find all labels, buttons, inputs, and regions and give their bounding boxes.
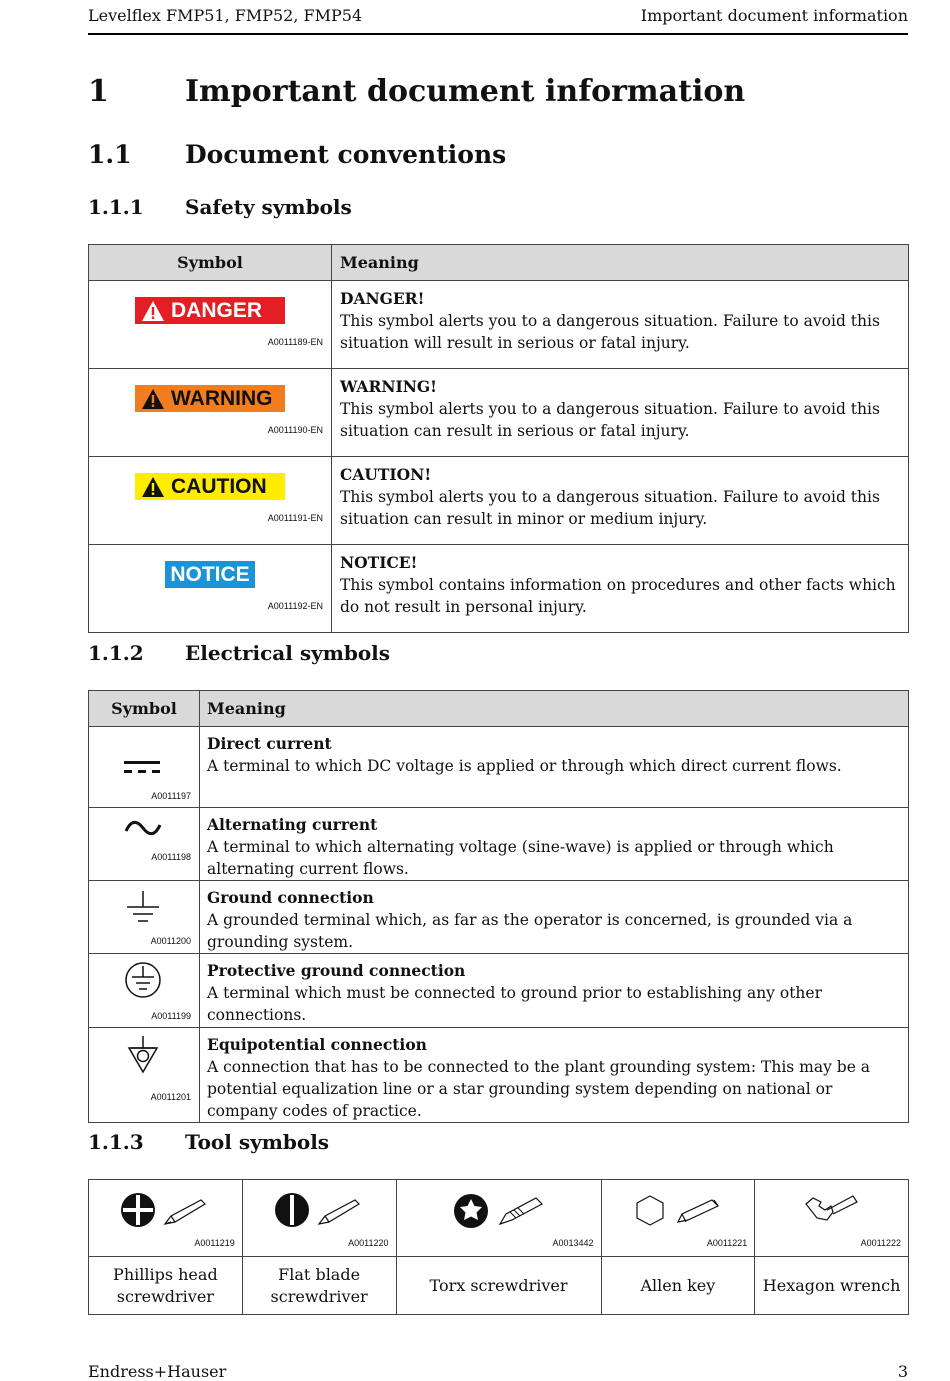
tool-symbols-table (88, 1179, 909, 1315)
figure-code: A0011200 (150, 936, 191, 946)
section-number: 1.1 (88, 140, 132, 169)
warning-triangle-icon (141, 388, 165, 410)
caution-badge (135, 473, 285, 500)
tool-label: Hexagon wrench (755, 1257, 909, 1315)
table-row (89, 954, 909, 1028)
direct-current-icon (123, 759, 163, 777)
figure-code: A0011221 (706, 1238, 748, 1248)
flat-blade-screwdriver-icon (273, 1192, 363, 1232)
alternating-current-icon (123, 818, 163, 838)
figure-code: A0011219 (194, 1238, 235, 1248)
electrical-heading-number: 1.1.2 (88, 641, 144, 665)
safety-heading (88, 195, 352, 219)
symbol-title: Alternating current (207, 815, 378, 834)
signal-description: This symbol alerts you to a dangerous situation. Failure to avoid this situation will result in serious or fatal injury. (340, 312, 880, 352)
section-title: Document conventions (185, 140, 507, 169)
figure-code: A0011190-EN (267, 425, 323, 435)
table-row (89, 281, 909, 369)
table-row (89, 457, 909, 545)
symbol-title: Equipotential connection (207, 1035, 427, 1054)
equipotential-icon (123, 1034, 163, 1074)
chapter-heading (88, 74, 745, 109)
col-header-meaning: Meaning (332, 245, 909, 281)
figure-code: A0011197 (151, 791, 191, 801)
page-number: 3 (897, 1362, 908, 1381)
safety-heading-title: Safety symbols (185, 195, 352, 219)
signal-word: DANGER! (340, 289, 425, 308)
figure-code: A0011189-EN (267, 337, 323, 347)
danger-badge (135, 297, 285, 324)
protective-ground-icon (123, 960, 163, 1000)
header-rule (88, 33, 908, 35)
symbol-title: Ground connection (207, 888, 374, 907)
badge-label: CAUTION (171, 474, 267, 498)
figure-code: A0011199 (151, 1011, 191, 1021)
electrical-heading-title: Electrical symbols (185, 641, 391, 665)
col-header-symbol: Symbol (89, 691, 200, 727)
figure-code: A0011198 (151, 852, 191, 862)
notice-badge (165, 561, 255, 588)
header-product: Levelflex FMP51, FMP52, FMP54 (88, 6, 363, 25)
tools-heading-number: 1.1.3 (88, 1130, 144, 1154)
section-heading (88, 140, 506, 169)
col-header-meaning: Meaning (200, 691, 909, 727)
chapter-number: 1 (88, 74, 109, 109)
signal-description: This symbol alerts you to a dangerous situation. Failure to avoid this situation can result in minor or medium injury. (340, 488, 880, 528)
warning-triangle-icon (141, 300, 165, 322)
table-row (89, 1028, 909, 1123)
safety-symbols-table (88, 244, 909, 633)
table-row (89, 1180, 909, 1257)
electrical-heading (88, 641, 390, 665)
symbol-description: A terminal to which DC voltage is applied or through which direct current flows. (207, 757, 842, 775)
badge-label: NOTICE (170, 562, 250, 586)
phillips-screwdriver-icon (119, 1192, 209, 1232)
electrical-symbols-table (88, 690, 909, 1123)
footer-brand: Endress+Hauser (88, 1362, 227, 1381)
table-row (89, 1257, 909, 1315)
tool-label: Torx screwdriver (396, 1257, 601, 1315)
tool-label: Flat blade screwdriver (242, 1257, 396, 1315)
figure-code: A0011201 (150, 1092, 191, 1102)
symbol-title: Direct current (207, 734, 332, 753)
figure-code: A0011191-EN (267, 513, 323, 523)
figure-code: A0011220 (348, 1238, 389, 1248)
signal-word: WARNING! (340, 377, 437, 396)
signal-description: This symbol alerts you to a dangerous situation. Failure to avoid this situation can result in serious or fatal injury. (340, 400, 880, 440)
table-row (89, 727, 909, 808)
symbol-description: A connection that has to be connected to the plant grounding system: This may be a potential equalization line or a star grounding system depending on national or company codes of practice. (207, 1058, 871, 1120)
tools-heading (88, 1130, 329, 1154)
figure-code: A0013442 (552, 1238, 594, 1248)
ground-icon (123, 889, 163, 929)
tool-label: Phillips head screwdriver (89, 1257, 243, 1315)
figure-code: A0011192-EN (267, 601, 323, 611)
col-header-symbol: Symbol (89, 245, 332, 281)
badge-label: DANGER (171, 298, 263, 322)
signal-description: This symbol contains information on procedures and other facts which do not result in personal injury. (340, 576, 896, 616)
header-section: Important document information (640, 6, 908, 25)
badge-label: WARNING (171, 386, 273, 410)
symbol-description: A grounded terminal which, as far as the operator is concerned, is grounded via a grounding system. (207, 911, 853, 951)
table-row (89, 881, 909, 954)
warning-triangle-icon (141, 476, 165, 498)
hexagon-wrench-icon (803, 1192, 863, 1232)
figure-code: A0011222 (860, 1238, 901, 1248)
signal-word: NOTICE! (340, 553, 418, 572)
symbol-title: Protective ground connection (207, 961, 466, 980)
table-row (89, 808, 909, 881)
signal-word: CAUTION! (340, 465, 432, 484)
table-row (89, 369, 909, 457)
symbol-description: A terminal to which alternating voltage (sine-wave) is applied or through which alternating current flows. (207, 838, 834, 878)
tools-heading-title: Tool symbols (185, 1130, 330, 1154)
chapter-title: Important document information (185, 74, 746, 109)
warning-badge (135, 385, 285, 412)
torx-screwdriver-icon (452, 1192, 547, 1232)
table-row (89, 545, 909, 633)
tool-label: Allen key (601, 1257, 755, 1315)
allen-key-icon (632, 1192, 722, 1232)
symbol-description: A terminal which must be connected to ground prior to establishing any other connections. (207, 984, 822, 1024)
safety-heading-number: 1.1.1 (88, 195, 144, 219)
